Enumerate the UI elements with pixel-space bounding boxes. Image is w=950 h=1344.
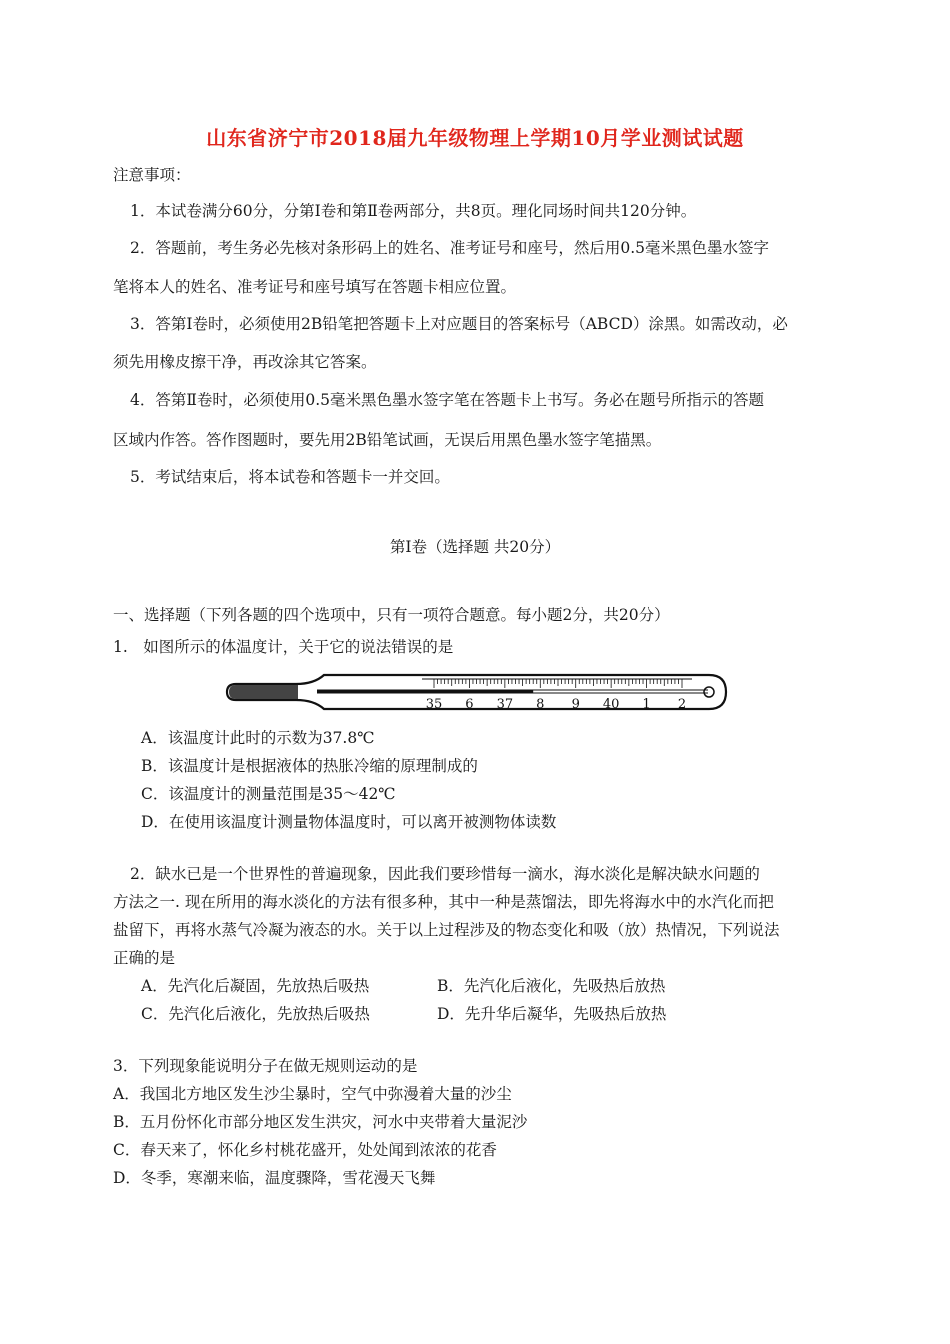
q2-option-b: B．先汽化后液化，先吸热后放热 [437, 977, 666, 995]
question-2-stem-2: 方法之一. 现在所用的海水淡化的方法有很多种，其中一种是蒸馏法，即先将海水中的水汽化而把 [113, 893, 774, 911]
q1-option-c: C．该温度计的测量范围是35～42℃ [141, 785, 396, 803]
note-item-1: 1．本试卷满分60分，分第Ⅰ卷和第Ⅱ卷两部分，共8页。理化同场时间共120分钟。 [130, 202, 697, 220]
thermometer-svg [222, 668, 732, 718]
section-instructions: 一、选择题（下列各题的四个选项中，只有一项符合题意。每小题2分，共20分） [113, 606, 670, 624]
notes-heading: 注意事项： [113, 166, 191, 184]
q2-option-a: A．先汽化后凝固，先放热后吸热 [141, 977, 370, 995]
note-item-2-cont: 笔将本人的姓名、准考证号和座号填写在答题卡相应位置。 [113, 278, 517, 296]
note-item-3: 3．答第Ⅰ卷时，必须使用2B铅笔把答题卡上对应题目的答案标号（ABCD）涂黑。如需改动，必 [130, 315, 788, 333]
q3-option-b: B．五月份怀化市部分地区发生洪灾，河水中夹带着大量泥沙 [113, 1113, 528, 1131]
note-item-2: 2．答题前，考生务必先核对条形码上的姓名、准考证号和座号，然后用0.5毫米黑色墨水签字 [130, 239, 770, 257]
note-item-3-cont: 须先用橡皮擦干净，再改涂其它答案。 [113, 353, 377, 371]
q3-option-a: A．我国北方地区发生沙尘暴时，空气中弥漫着大量的沙尘 [113, 1085, 512, 1103]
question-2-stem-3: 盐留下，再将水蒸气冷凝为液态的水。关于以上过程涉及的物态变化和吸（放）热情况，下列说法 [113, 921, 780, 939]
thermometer-figure [222, 668, 732, 722]
scale-label: 8 [536, 697, 545, 712]
question-1-stem: 1. 如图所示的体温度计，关于它的说法错误的是 [113, 638, 454, 656]
mercury-column [317, 690, 533, 693]
scale-label: 37 [496, 697, 514, 712]
note-item-4-cont: 区域内作答。答作图题时，要先用2B铅笔试画，无误后用黑色墨水签字笔描黑。 [113, 431, 662, 449]
page-title: 山东省济宁市2018届九年级物理上学期10月学业测试试题 [206, 126, 744, 150]
q3-option-d: D．冬季，寒潮来临，温度骤降，雪花漫天飞舞 [113, 1169, 436, 1187]
q1-option-a: A．该温度计此时的示数为37.8℃ [141, 729, 375, 747]
scale-label: 35 [425, 697, 443, 712]
scale-label: 1 [642, 697, 651, 712]
scale-label: 6 [465, 697, 474, 712]
q1-option-d: D．在使用该温度计测量物体温度时，可以离开被测物体读数 [141, 813, 557, 831]
section-title: 第Ⅰ卷（选择题 共20分） [389, 538, 561, 556]
question-3-stem: 3．下列现象能说明分子在做无规则运动的是 [113, 1057, 418, 1075]
question-2-stem-1: 2．缺水已是一个世界性的普遍现象，因此我们要珍惜每一滴水，海水淡化是解决缺水问题的 [130, 865, 760, 883]
scale-label: 2 [677, 697, 687, 712]
note-item-5: 5．考试结束后，将本试卷和答题卡一并交回。 [130, 468, 450, 486]
question-2-stem-4: 正确的是 [113, 949, 176, 967]
q3-option-c: C．春天来了，怀化乡村桃花盛开，处处闻到浓浓的花香 [113, 1141, 497, 1159]
q2-option-d: D．先升华后凝华，先吸热后放热 [437, 1005, 667, 1023]
q1-option-b: B．该温度计是根据液体的热胀冷缩的原理制成的 [141, 757, 478, 775]
scale-label: 9 [571, 697, 580, 712]
scale-label: 40 [602, 697, 620, 712]
q2-option-c: C．先汽化后液化，先放热后吸热 [141, 1005, 370, 1023]
note-item-4: 4．答第Ⅱ卷时，必须使用0.5毫米黑色墨水签字笔在答题卡上书写。务必在题号所指示的答题 [130, 391, 765, 409]
